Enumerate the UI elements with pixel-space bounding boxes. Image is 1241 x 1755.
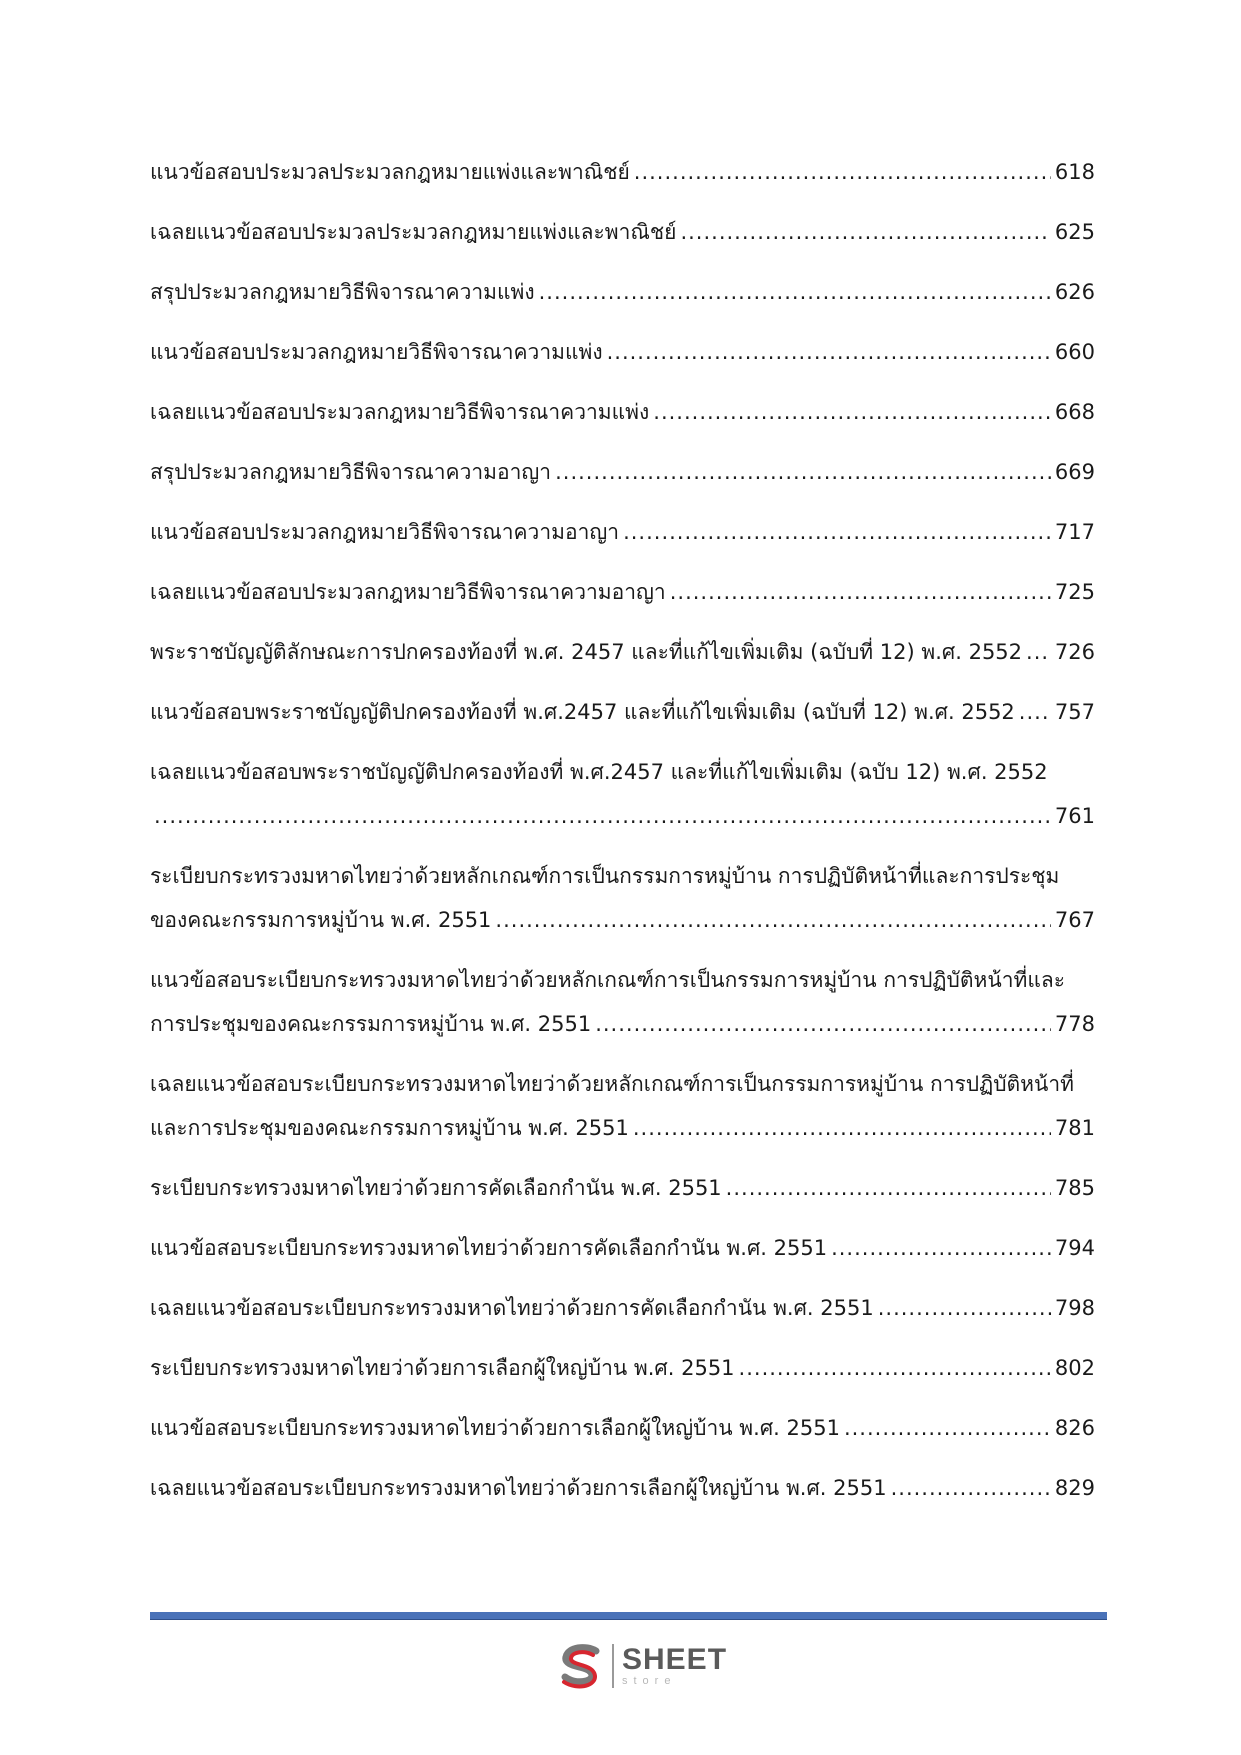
toc-entry-page: 802 bbox=[1054, 1356, 1095, 1380]
dot-leader bbox=[831, 1226, 1051, 1270]
toc-entry[interactable] bbox=[150, 330, 1095, 374]
dot-leader bbox=[726, 1166, 1051, 1210]
toc-entry-title: แนวข้อสอบประมวลกฎหมายวิธีพิจารณาความอาญา bbox=[150, 520, 620, 544]
dot-leader bbox=[634, 150, 1051, 194]
dot-leader bbox=[555, 450, 1051, 494]
footer-divider bbox=[150, 1612, 1107, 1620]
toc-entry-page: 761 bbox=[1054, 804, 1095, 828]
dot-leader bbox=[633, 1106, 1051, 1150]
dot-leader bbox=[891, 1466, 1051, 1510]
toc-entry[interactable] bbox=[150, 690, 1095, 734]
dot-leader bbox=[844, 1406, 1051, 1450]
toc-entry-page: 668 bbox=[1054, 400, 1095, 424]
toc-entry-title: เฉลยแนวข้อสอบพระราชบัญญัติปกครองท้องที่ พ.ศ.2457 และที่แก้ไขเพิ่มเติม (ฉบับ 12) พ.ศ. 2552 bbox=[150, 760, 1048, 784]
toc-entry-page: 626 bbox=[1054, 280, 1095, 304]
toc-entry[interactable] bbox=[150, 630, 1095, 674]
toc-entry-page: 826 bbox=[1054, 1416, 1095, 1440]
toc-entry-page: 725 bbox=[1054, 580, 1095, 604]
toc-entry-page: 767 bbox=[1054, 908, 1095, 932]
toc-entry-title: แนวข้อสอบระเบียบกระทรวงมหาดไทยว่าด้วยหลักเกณฑ์การเป็นกรรมการหมู่บ้าน การปฏิบัติหน้าที่และ bbox=[150, 968, 1066, 992]
toc-entry-page: 781 bbox=[1054, 1116, 1095, 1140]
toc-entry-page: 794 bbox=[1054, 1236, 1095, 1260]
dot-leader bbox=[607, 330, 1051, 374]
dot-leader bbox=[878, 1286, 1051, 1330]
logo-brand-text: SHEET bbox=[622, 1643, 728, 1676]
toc-entry[interactable] bbox=[150, 1346, 1095, 1390]
toc-entry-title: สรุปประมวลกฎหมายวิธีพิจารณาความอาญา bbox=[150, 460, 552, 484]
toc-entry[interactable] bbox=[150, 1062, 1095, 1150]
toc-entry[interactable] bbox=[150, 958, 1095, 1046]
toc-entry[interactable] bbox=[150, 1166, 1095, 1210]
toc-entry[interactable] bbox=[150, 270, 1095, 314]
sheet-store-logo bbox=[556, 1638, 727, 1694]
toc-entry-title: แนวข้อสอบระเบียบกระทรวงมหาดไทยว่าด้วยการคัดเลือกกำนัน พ.ศ. 2551 bbox=[150, 1236, 828, 1260]
toc-entry[interactable] bbox=[150, 210, 1095, 254]
toc-entry-title: เฉลยแนวข้อสอบประมวลกฎหมายวิธีพิจารณาความแพ่ง bbox=[150, 400, 650, 424]
dot-leader bbox=[539, 270, 1051, 314]
toc-entry-title: เฉลยแนวข้อสอบประมวลกฎหมายวิธีพิจารณาความอาญา bbox=[150, 580, 666, 604]
toc-entry-page: 757 bbox=[1054, 700, 1095, 724]
toc-entry-page: 717 bbox=[1054, 520, 1095, 544]
dot-leader bbox=[595, 1002, 1051, 1046]
toc-entry-title: ระเบียบกระทรวงมหาดไทยว่าด้วยการเลือกผู้ใหญ่บ้าน พ.ศ. 2551 bbox=[150, 1356, 735, 1380]
dot-leader bbox=[670, 570, 1051, 614]
toc-entry-title: พระราชบัญญัติลักษณะการปกครองท้องที่ พ.ศ. 2457 และที่แก้ไขเพิ่มเติม (ฉบับที่ 12) พ.ศ. 2552 bbox=[150, 640, 1023, 664]
toc-entry-title-cont: และการประชุมของคณะกรรมการหมู่บ้าน พ.ศ. 2551 bbox=[150, 1116, 629, 1140]
toc-entry[interactable] bbox=[150, 390, 1095, 434]
toc-entry[interactable] bbox=[150, 1466, 1095, 1510]
toc-entry-page: 785 bbox=[1054, 1176, 1095, 1200]
toc-entry-page: 669 bbox=[1054, 460, 1095, 484]
toc-entry[interactable] bbox=[150, 1226, 1095, 1270]
toc-entry-title: เฉลยแนวข้อสอบระเบียบกระทรวงมหาดไทยว่าด้วยการคัดเลือกกำนัน พ.ศ. 2551 bbox=[150, 1296, 874, 1320]
dot-leader bbox=[739, 1346, 1051, 1390]
dot-leader bbox=[495, 898, 1050, 942]
toc-entry[interactable] bbox=[150, 150, 1095, 194]
dot-leader bbox=[1026, 630, 1051, 674]
logo-sub-text: store bbox=[622, 1675, 677, 1687]
dot-leader bbox=[653, 390, 1051, 434]
logo-separator bbox=[612, 1644, 614, 1688]
toc-entry-title: เฉลยแนวข้อสอบระเบียบกระทรวงมหาดไทยว่าด้วยการเลือกผู้ใหญ่บ้าน พ.ศ. 2551 bbox=[150, 1476, 887, 1500]
toc-entry[interactable] bbox=[150, 510, 1095, 554]
toc-entry[interactable] bbox=[150, 750, 1095, 838]
toc-entry-title: สรุปประมวลกฎหมายวิธีพิจารณาความแพ่ง bbox=[150, 280, 535, 304]
toc-entry[interactable] bbox=[150, 1406, 1095, 1450]
toc-entry-page: 618 bbox=[1054, 160, 1095, 184]
toc-entry-title: แนวข้อสอบระเบียบกระทรวงมหาดไทยว่าด้วยการเลือกผู้ใหญ่บ้าน พ.ศ. 2551 bbox=[150, 1416, 840, 1440]
toc-entry-title: เฉลยแนวข้อสอบระเบียบกระทรวงมหาดไทยว่าด้วยหลักเกณฑ์การเป็นกรรมการหมู่บ้าน การปฏิบัติหน้าที่ bbox=[150, 1072, 1074, 1096]
toc-entry-page: 726 bbox=[1054, 640, 1095, 664]
dot-leader bbox=[1019, 690, 1051, 734]
toc-entry-title: แนวข้อสอบประมวลประมวลกฎหมายแพ่งและพาณิชย์ bbox=[150, 160, 630, 184]
toc-entry-page: 798 bbox=[1054, 1296, 1095, 1320]
table-of-contents bbox=[150, 150, 1095, 1526]
toc-entry-title: ระเบียบกระทรวงมหาดไทยว่าด้วยการคัดเลือกกำนัน พ.ศ. 2551 bbox=[150, 1176, 722, 1200]
toc-entry[interactable] bbox=[150, 1286, 1095, 1330]
dot-leader bbox=[154, 794, 1051, 838]
toc-entry[interactable] bbox=[150, 854, 1095, 942]
toc-entry-page: 625 bbox=[1054, 220, 1095, 244]
toc-entry[interactable] bbox=[150, 570, 1095, 614]
toc-entry-title-cont: การประชุมของคณะกรรมการหมู่บ้าน พ.ศ. 2551 bbox=[150, 1012, 592, 1036]
toc-entry-title: ระเบียบกระทรวงมหาดไทยว่าด้วยหลักเกณฑ์การเป็นกรรมการหมู่บ้าน การปฏิบัติหน้าที่และการประชุม bbox=[150, 864, 1060, 888]
sheet-store-s-icon bbox=[556, 1641, 606, 1691]
toc-entry-page: 778 bbox=[1054, 1012, 1095, 1036]
toc-entry-page: 660 bbox=[1054, 340, 1095, 364]
toc-entry-title: แนวข้อสอบประมวลกฎหมายวิธีพิจารณาความแพ่ง bbox=[150, 340, 603, 364]
toc-entry-title: เฉลยแนวข้อสอบประมวลประมวลกฎหมายแพ่งและพาณิชย์ bbox=[150, 220, 677, 244]
dot-leader bbox=[680, 210, 1050, 254]
toc-entry-title-cont: ของคณะกรรมการหมู่บ้าน พ.ศ. 2551 bbox=[150, 908, 492, 932]
dot-leader bbox=[623, 510, 1051, 554]
toc-entry[interactable] bbox=[150, 450, 1095, 494]
toc-entry-page: 829 bbox=[1054, 1476, 1095, 1500]
toc-entry-title: แนวข้อสอบพระราชบัญญัติปกครองท้องที่ พ.ศ.2457 และที่แก้ไขเพิ่มเติม (ฉบับที่ 12) พ.ศ. 2552 bbox=[150, 700, 1015, 724]
